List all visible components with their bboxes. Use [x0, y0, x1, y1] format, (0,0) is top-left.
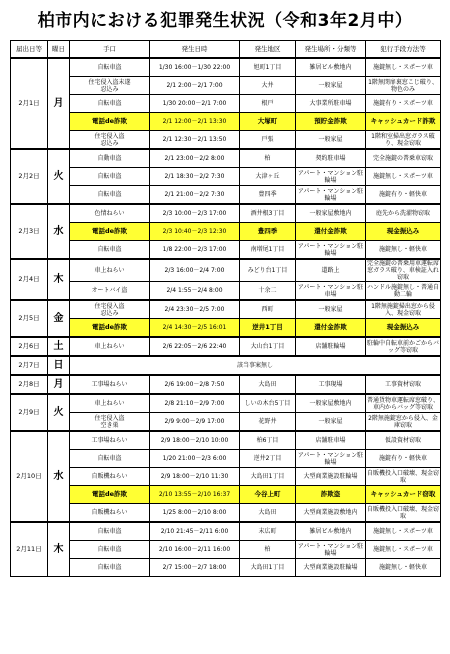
means-cell: 施錠無し・スポーツ車 — [366, 168, 441, 186]
header-day: 曜日 — [48, 41, 70, 59]
area-cell: 酒井根3丁目 — [240, 204, 296, 223]
time-cell: 2/1 12:30－2/1 13:50 — [150, 131, 240, 150]
table-row — [11, 204, 441, 223]
method-cell: 自転車盗 — [70, 241, 150, 260]
time-cell: 2/1 21:00－2/2 7:30 — [150, 186, 240, 205]
time-cell: 2/9 18:00－2/10 10:00 — [150, 431, 240, 450]
date-cell: 2月11日 — [11, 522, 48, 577]
means-cell: 仮設資材窃取 — [366, 431, 441, 450]
place-cell: アパート・マンション駐輪場 — [296, 241, 366, 260]
place-cell: 大型商業施設敷地内 — [296, 504, 366, 523]
area-cell: 大井 — [240, 77, 296, 95]
table-row — [11, 186, 441, 205]
page-title: 柏市内における犯罪発生状況（令和3年2月中） — [37, 11, 413, 31]
table-row — [11, 522, 441, 541]
table-row — [11, 77, 441, 95]
date-cell: 2月8日 — [11, 375, 48, 394]
means-cell: 普通貨物車運転席窓破り、車内からバッグ等窃取 — [366, 394, 441, 413]
area-cell: 柏6丁目 — [240, 431, 296, 450]
method-cell: 自転車盗 — [70, 559, 150, 577]
place-cell: アパート・マンション駐輪場 — [296, 186, 366, 205]
table-row — [11, 559, 441, 577]
method-cell: 色情ねらい — [70, 204, 150, 223]
area-cell: 逆井2丁目 — [240, 450, 296, 468]
area-cell: 柏 — [240, 149, 296, 168]
day-cell: 木 — [48, 259, 70, 300]
time-cell: 2/10 13:55－2/10 16:37 — [150, 486, 240, 504]
area-cell: 大島田1丁目 — [240, 468, 296, 486]
place-cell: 道路上 — [296, 259, 366, 282]
place-cell: 詐欺盗 — [296, 486, 366, 504]
area-cell: みどり台1丁目 — [240, 259, 296, 282]
area-cell: 大塚町 — [240, 113, 296, 131]
time-cell: 2/6 19:00－2/8 7:50 — [150, 375, 240, 394]
time-cell: 1/20 21:00－2/3 6:00 — [150, 450, 240, 468]
time-cell: 2/1 18:30－2/2 7:30 — [150, 168, 240, 186]
place-cell: 工事現場 — [296, 375, 366, 394]
day-cell: 水 — [48, 431, 70, 522]
area-cell: 西町 — [240, 300, 296, 319]
area-cell: 末広町 — [240, 522, 296, 541]
means-cell: 施錠有り・スポーツ車 — [366, 95, 441, 113]
table-row — [11, 413, 441, 432]
day-cell: 月 — [48, 375, 70, 394]
time-cell: 2/1 2:00－2/1 7:00 — [150, 77, 240, 95]
means-cell: キャッシュカード窃取 — [366, 486, 441, 504]
table-row — [11, 95, 441, 113]
place-cell: 預貯金詐欺 — [296, 113, 366, 131]
time-cell: 2/3 16:00－2/4 7:00 — [150, 259, 240, 282]
day-cell: 火 — [48, 394, 70, 431]
time-cell: 2/9 18:00－2/10 11:30 — [150, 468, 240, 486]
means-cell: 1階和室掃出窓ガラス破り、現金窃取 — [366, 131, 441, 150]
place-cell: 一般家屋 — [296, 77, 366, 95]
means-cell: 工事資材窃取 — [366, 375, 441, 394]
place-cell: 雑居ビル敷地内 — [296, 522, 366, 541]
table-row — [11, 356, 441, 375]
day-cell: 金 — [48, 300, 70, 337]
area-cell: 根戸 — [240, 95, 296, 113]
means-cell: 施錠有り・軽快車 — [366, 186, 441, 205]
table-row — [11, 468, 441, 486]
day-cell: 日 — [48, 356, 70, 375]
date-cell: 2月9日 — [11, 394, 48, 431]
date-cell: 2月3日 — [11, 204, 48, 259]
method-cell: 住宅侵入盗 忍込み — [70, 300, 150, 319]
means-cell: 1階無閉扉裏窓こじ破り、物色のみ — [366, 77, 441, 95]
header-time: 発生日時 — [150, 41, 240, 59]
time-cell: 2/3 10:40－2/3 12:30 — [150, 223, 240, 241]
place-cell: アパート・マンション駐輪場 — [296, 168, 366, 186]
table-row — [11, 131, 441, 150]
area-cell: 大島田 — [240, 375, 296, 394]
date-cell: 2月7日 — [11, 356, 48, 375]
means-cell: 完全施錠の普乗用車運転席窓ガラス破り、車検証入れ窃取 — [367, 260, 440, 281]
place-cell: 一般家屋 — [296, 300, 366, 319]
method-cell: 自転車盗 — [70, 450, 150, 468]
time-cell: 2/10 21:45－2/11 6:00 — [150, 522, 240, 541]
method-cell: 電話de詐欺 — [70, 113, 150, 131]
method-cell: 自販機ねらい — [70, 468, 150, 486]
time-cell: 2/7 15:00－2/7 18:00 — [150, 559, 240, 577]
place-cell: 大型商業施設駐輪場 — [296, 468, 366, 486]
time-cell: 2/1 12:00－2/1 13:30 — [150, 113, 240, 131]
date-cell: 2月4日 — [11, 259, 48, 300]
header-means: 犯行手段方法等 — [366, 41, 441, 59]
area-cell: 今谷上町 — [240, 486, 296, 504]
table-row — [11, 168, 441, 186]
place-cell: アパート・マンション駐車場 — [296, 282, 366, 301]
header-date: 届出日等 — [11, 41, 48, 59]
date-cell: 2月2日 — [11, 149, 48, 204]
table-row — [11, 486, 441, 504]
place-cell: 店舗駐車場 — [296, 431, 366, 450]
table-row — [11, 375, 441, 394]
method-cell: 工事場ねらい — [70, 431, 150, 450]
time-cell: 2/10 16:00－2/11 16:00 — [150, 541, 240, 559]
means-cell: 施錠無し・スポーツ車 — [366, 522, 441, 541]
table-row — [11, 319, 441, 338]
method-cell: 自転車盗 — [70, 168, 150, 186]
date-cell: 2月5日 — [11, 300, 48, 337]
area-cell: 豊四季 — [240, 223, 296, 241]
place-cell: 一般家屋 — [296, 131, 366, 150]
area-cell: 大津ヶ丘 — [240, 168, 296, 186]
method-cell: 住宅侵入盗 忍込み — [70, 131, 150, 150]
time-cell: 2/3 10:00－2/3 17:00 — [150, 204, 240, 223]
area-cell: 逆井1丁目 — [240, 319, 296, 338]
place-cell: 雑居ビル敷地内 — [296, 58, 366, 77]
means-cell: 庭先から洗濯物窃取 — [366, 204, 441, 223]
time-cell: 2/6 22:05－2/6 22:40 — [150, 337, 240, 356]
method-cell: 自転車盗 — [70, 522, 150, 541]
area-cell: 大山台1丁目 — [240, 337, 296, 356]
means-cell: 自販機投入口破壊、現金窃取 — [367, 469, 440, 484]
table-row — [11, 223, 441, 241]
area-cell: 戸張 — [240, 131, 296, 150]
table-row — [11, 394, 441, 413]
method-cell: 住宅侵入盗未遂 忍込み — [70, 77, 150, 95]
time-cell: 2/8 21:10－2/9 7:00 — [150, 394, 240, 413]
table-row — [11, 450, 441, 468]
means-cell: 現金振込み — [366, 319, 441, 338]
header-place: 発生場所・分類等 — [296, 41, 366, 59]
method-cell: 車上ねらい — [70, 259, 150, 282]
time-cell: 1/30 16:00－1/30 22:00 — [150, 58, 240, 77]
area-cell: しいの木台5丁目 — [240, 394, 296, 413]
area-cell: 南増尾1丁目 — [240, 241, 296, 260]
time-cell: 2/1 23:00－2/2 8:00 — [150, 149, 240, 168]
crime-table — [10, 40, 441, 577]
means-cell: 自販機投入口破壊、現金窃取 — [366, 504, 441, 523]
means-cell: 完全施錠の普乗車窃取 — [366, 149, 441, 168]
header-row — [11, 41, 441, 59]
place-cell: 店舗駐輪場 — [296, 337, 366, 356]
place-cell: 一般家屋 — [296, 413, 366, 432]
place-cell: 大型商業施設駐輪場 — [296, 559, 366, 577]
time-cell: 1/8 22:00－2/3 17:00 — [150, 241, 240, 260]
method-cell: 自転車盗 — [70, 95, 150, 113]
time-cell: 2/4 1:55－2/4 8:00 — [150, 282, 240, 301]
table-row — [11, 282, 441, 301]
table-row — [11, 58, 441, 77]
date-cell: 2月1日 — [11, 58, 48, 149]
date-cell: 2月6日 — [11, 337, 48, 356]
method-cell: オートバイ盗 — [70, 282, 150, 301]
method-cell: 自転車盗 — [70, 541, 150, 559]
area-cell: 柏 — [240, 541, 296, 559]
means-cell: ハンドル施錠無し・普通自動二輪 — [366, 282, 441, 301]
method-cell: 住宅侵入盗 空き巣 — [70, 413, 150, 432]
area-cell: 花野井 — [240, 413, 296, 432]
method-cell: 工事場ねらい — [70, 375, 150, 394]
day-cell: 水 — [48, 204, 70, 259]
place-cell: 還付金詐欺 — [296, 319, 366, 338]
method-cell: 電話de詐欺 — [70, 486, 150, 504]
place-cell: 大事業所駐車場 — [296, 95, 366, 113]
table-row — [11, 300, 441, 319]
table-row — [11, 241, 441, 260]
table-row — [11, 337, 441, 356]
means-cell: 施錠無し・軽快車 — [366, 241, 441, 260]
time-cell: 1/30 20:00－2/1 7:00 — [150, 95, 240, 113]
area-cell: 大島田 — [240, 504, 296, 523]
day-cell: 木 — [48, 522, 70, 577]
no-event-cell: 該当事案無し — [70, 356, 441, 375]
header-area: 発生地区 — [240, 41, 296, 59]
method-cell: 電話de詐欺 — [70, 319, 150, 338]
place-cell: 一般家屋敷地内 — [296, 204, 366, 223]
method-cell: 車上ねらい — [70, 394, 150, 413]
means-cell: 現金振込み — [366, 223, 441, 241]
method-cell: 自転車盗 — [70, 186, 150, 205]
table-row — [11, 504, 441, 523]
method-cell: 自転車盗 — [70, 58, 150, 77]
day-cell: 土 — [48, 337, 70, 356]
date-cell: 2月10日 — [11, 431, 48, 522]
time-cell: 2/4 23:30－2/5 7:00 — [150, 300, 240, 319]
method-cell: 自販機ねらい — [70, 504, 150, 523]
method-cell: 車上ねらい — [70, 337, 150, 356]
place-cell: 一般家屋敷地内 — [296, 394, 366, 413]
means-cell: 施錠無し・スポーツ車 — [366, 58, 441, 77]
table-row — [11, 431, 441, 450]
time-cell: 1/25 8:00－2/10 8:00 — [150, 504, 240, 523]
method-cell: 自動車盗 — [70, 149, 150, 168]
place-cell: 還付金詐欺 — [296, 223, 366, 241]
area-cell: 大島田1丁目 — [240, 559, 296, 577]
place-cell: アパート・マンション駐輪場 — [296, 541, 366, 559]
means-cell: 施錠無し・スポーツ車 — [366, 541, 441, 559]
means-cell: 駐輪中自転車前かごからバッグ等窃取 — [366, 337, 441, 356]
day-cell: 月 — [48, 58, 70, 149]
means-cell: 2階無施錠窓から侵入、金庫窃取 — [366, 413, 441, 432]
table-row — [11, 259, 441, 282]
place-cell: アパート・マンション駐輪場 — [296, 450, 366, 468]
time-cell: 2/4 14:30－2/5 16:01 — [150, 319, 240, 338]
day-cell: 火 — [48, 149, 70, 204]
area-cell: 十余二 — [240, 282, 296, 301]
header-method: 手口 — [70, 41, 150, 59]
method-cell: 電話de詐欺 — [70, 223, 150, 241]
area-cell: 旭町1丁目 — [240, 58, 296, 77]
table-row — [11, 149, 441, 168]
means-cell: キャッシュカード詐欺 — [366, 113, 441, 131]
means-cell: 施錠無し・軽快車 — [366, 559, 441, 577]
time-cell: 2/9 9:00－2/9 17:00 — [150, 413, 240, 432]
area-cell: 豊四季 — [240, 186, 296, 205]
table-row — [11, 113, 441, 131]
place-cell: 契約駐車場 — [296, 149, 366, 168]
table-row — [11, 541, 441, 559]
means-cell: 1階無施錠掃出窓から侵入、現金窃取 — [366, 300, 441, 319]
means-cell: 施錠有り・軽快車 — [366, 450, 441, 468]
